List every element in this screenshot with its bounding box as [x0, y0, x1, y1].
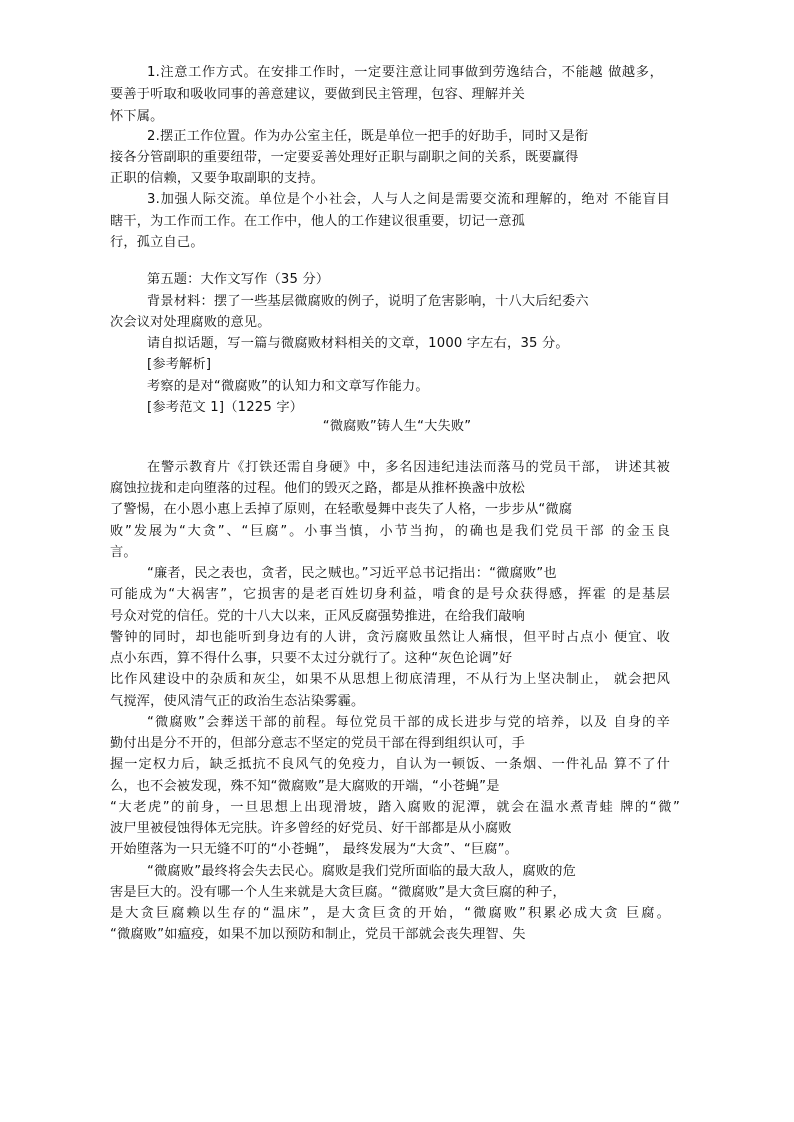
- paragraph-line: 言。: [110, 545, 137, 560]
- paragraph-line: 了警惕，在小恩小惠上丢掉了原则，在轻歌曼舞中丧失了人格，一步步从“微腐: [110, 502, 573, 517]
- paragraph-line: “微腐败”最终将会失去民心。腐败是我们党所面临的最大敌人，腐败的危: [147, 864, 577, 879]
- paragraph-line: 在警示教育片《打铁还需自身硬》中，多名因违纪违法而落马的党员干部， 讲述其被: [147, 460, 670, 475]
- paragraph-line: 可能成为“大祸害”，它损害的是老百姓切身利益，啃食的是号众获得感，挥霍 的是基层: [110, 587, 670, 602]
- paragraph-line: 气搅浑，使风清气正的政治生态沾染雾霾。: [110, 694, 365, 709]
- paragraph-line: 害是巨大的。没有哪一个人生来就是大贪巨腐。“微腐败”是大贪巨腐的种子，: [110, 885, 566, 900]
- paragraph-line: “廉者，民之表也，贪者，民之贼也。”习近平总书记指出：“微腐败”也: [147, 566, 557, 581]
- question-heading: 第五题：大作文写作（35 分）: [147, 272, 330, 287]
- paragraph-line: 波尸里被侵蚀得体无完肤。许多曾经的好党员、好干部都是从小腐败: [110, 821, 512, 836]
- paragraph-line: “大老虎”的前身，一旦思想上出现滑坡，踏入腐败的泥潭，就会在温水煮青蛙 牌的“微”: [110, 800, 680, 815]
- paragraph-line: 比作风建设中的杂质和灰尘，如果不从思想上彻底清理，不从行为上坚决制止， 就会把风: [110, 672, 670, 687]
- paragraph-line: “微腐败”会葬送干部的前程。每位党员干部的成长进步与党的培养，以及 自身的辛: [147, 715, 670, 730]
- essay-title: “微腐败”铸人生“大失败”: [322, 419, 472, 434]
- paragraph-line: 开始堕落为一只无缝不叮的“小苍蝇”， 最终发展为“大贪”、“巨腐”。: [110, 842, 519, 857]
- paragraph-line: 点小东西，算不得什么事，只要不太过分就行了。这种“灰色论调”好: [110, 651, 513, 666]
- paragraph-line: 次会议对处理腐败的意见。: [110, 315, 271, 330]
- paragraph-line: 要善于听取和吸收同事的善意建议，要做到民主管理，包容、理解并关: [110, 87, 526, 102]
- paragraph-line: 正职的信赖，又要争取副职的支持。: [110, 171, 325, 186]
- paragraph-line: 1.注意工作方式。在安排工作时，一定要注意让同事做到劳逸结合，不能越 做越多，: [147, 65, 663, 80]
- paragraph-line: 警钟的同时，却也能听到身边有的人讲，贪污腐败虽然让人痛恨，但平时占点小 便宜、收: [110, 630, 670, 645]
- paragraph-line: 败”发展为“大贪”、“巨腐”。小事当慎，小节当拘，的确也是我们党员干部 的金玉良: [110, 524, 670, 539]
- paragraph-line: 接各分管副职的重要纽带，一定要妥善处理好正职与副职之间的关系，既要赢得: [110, 150, 579, 165]
- paragraph-line: 3.加强人际交流。单位是个小社会，人与人之间是需要交流和理解的，绝对 不能盲目: [147, 192, 670, 207]
- paragraph-line: 背景材料：摆了一些基层微腐败的例子，说明了危害影响，十八大后纪委六: [147, 294, 589, 309]
- paragraph-line: 么，也不会被发现，殊不知“微腐败”是大腐败的开端，“小苍蝇”是: [110, 779, 500, 794]
- paragraph-line: 行，孤立自己。: [110, 235, 204, 250]
- paragraph-line: 勤付出是分不开的，但部分意志不坚定的党员干部在得到组织认可，手: [110, 736, 526, 751]
- reference-analysis-label: [参考解析]: [147, 357, 212, 372]
- paragraph-line: 2.摆正工作位置。作为办公室主任，既是单位一把手的好助手，同时又是衔: [147, 129, 589, 144]
- paragraph-line: 怀下属。: [110, 109, 164, 124]
- sample-essay-label: [参考范文 1]（1225 字）: [147, 400, 304, 415]
- paragraph-line: 瞎干，为工作而工作。在工作中，他人的工作建议很重要，切记一意孤: [110, 214, 526, 229]
- paragraph-line: 号众对党的信任。党的十八大以来，正风反腐强势推进，在给我们敲响: [110, 609, 526, 624]
- paragraph-line: 请自拟话题，写一篇与微腐败材料相关的文章，1000 字左右，35 分。: [147, 336, 569, 351]
- paragraph-line: 是大贪巨腐赖以生存的“温床”，是大贪巨贪的开始，“微腐败”积累必成大贪 巨腐。: [110, 906, 670, 921]
- paragraph-line: 腐蚀拉拢和走向堕落的过程。他们的毁灭之路，都是从推杯换盏中放松: [110, 481, 526, 496]
- paragraph-line: 握一定权力后，缺乏抵抗不良风气的免疫力，自认为一顿饭、一条烟、一件礼品 算不了什: [110, 757, 670, 772]
- paragraph-line: “微腐败”如瘟疫，如果不加以预防和制止，党员干部就会丧失理智、失: [110, 927, 526, 942]
- paragraph-line: 考察的是对“微腐败”的认知力和文章写作能力。: [147, 379, 429, 394]
